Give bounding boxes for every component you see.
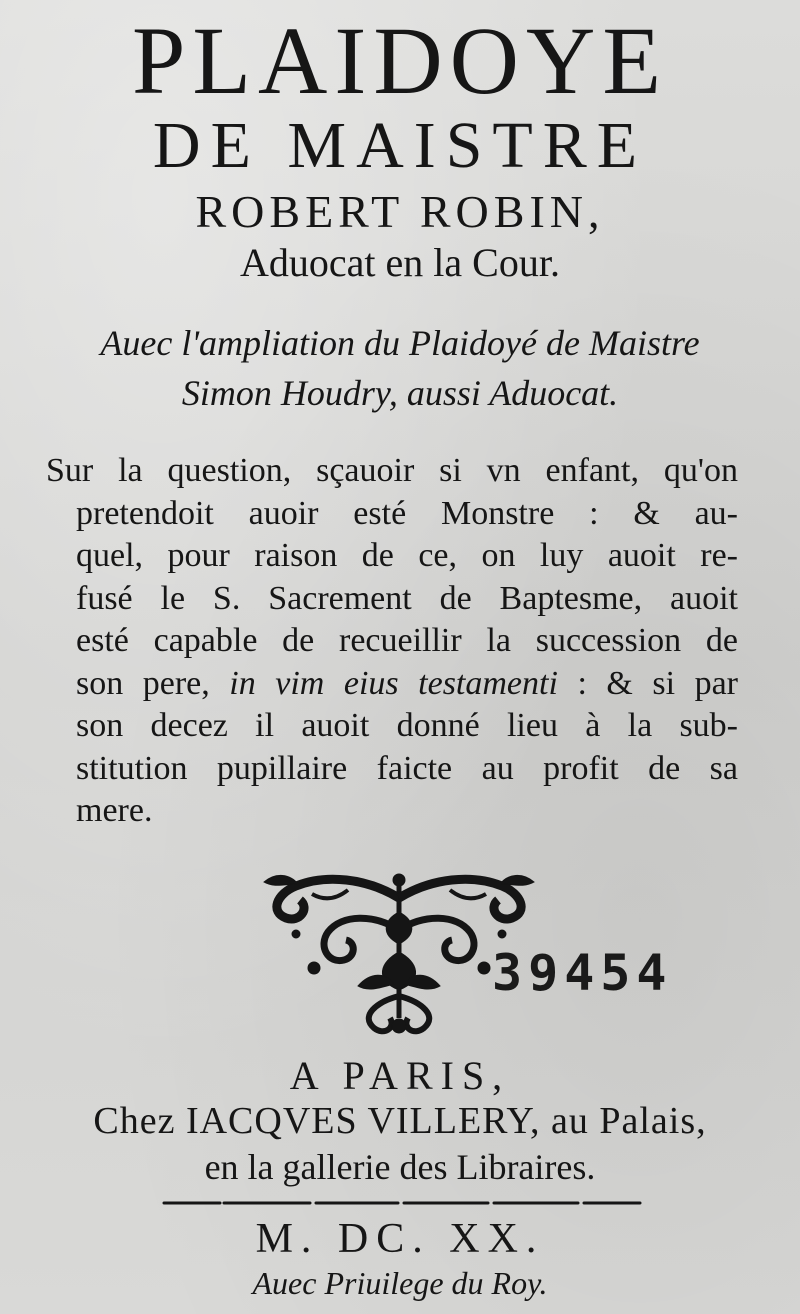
paragraph-line-3: quel, pour raison de ce, on luy auoit re-: [76, 537, 738, 574]
library-stamp-number: 39454: [492, 944, 673, 1002]
title-line-1: PLAIDOYE: [132, 7, 668, 114]
paragraph-line-1: Sur la question, sçauoir si vn enfant, qu'on: [46, 452, 738, 489]
paragraph-line-9: mere.: [76, 792, 153, 829]
author-title: Aduocat en la Cour.: [240, 240, 560, 285]
title-line-2: DE MAISTRE: [152, 109, 648, 182]
author-name: ROBERT ROBIN,: [195, 186, 605, 237]
paragraph-line-6: son pere, in vim eius testamenti : & si par: [76, 664, 738, 702]
paragraph-line-4: fusé le S. Sacrement de Baptesme, auoit: [76, 579, 738, 617]
question-paragraph: [46, 450, 738, 833]
imprint-printer: Chez IACQVES VILLERY, au Palais,: [93, 1100, 707, 1142]
publication-date: M. DC. XX.: [255, 1216, 545, 1262]
subtitle-line-1: Auec l'ampliation du Plaidoyé de Maistre: [100, 323, 700, 363]
royal-privilege: Auec Priuilege du Roy.: [252, 1265, 548, 1301]
imprint-location: en la gallerie des Libraires.: [204, 1147, 596, 1187]
paragraph-line-7: son decez il auoit donné lieu à la sub-: [76, 707, 738, 744]
subtitle-line-2: Simon Houdry, aussi Aduocat.: [181, 373, 619, 413]
imprint-city: A PARIS,: [289, 1053, 511, 1098]
latin-phrase: in vim eius testamenti: [229, 664, 558, 702]
paragraph-line-2: pretendoit auoir esté Monstre : & au-: [76, 494, 738, 532]
divider-rule: [160, 1197, 644, 1209]
paragraph-line-8: stitution pupillaire faicte au profit de sa: [76, 749, 738, 787]
paragraph-line-5: esté capable de recueillir la succession de: [76, 622, 738, 659]
